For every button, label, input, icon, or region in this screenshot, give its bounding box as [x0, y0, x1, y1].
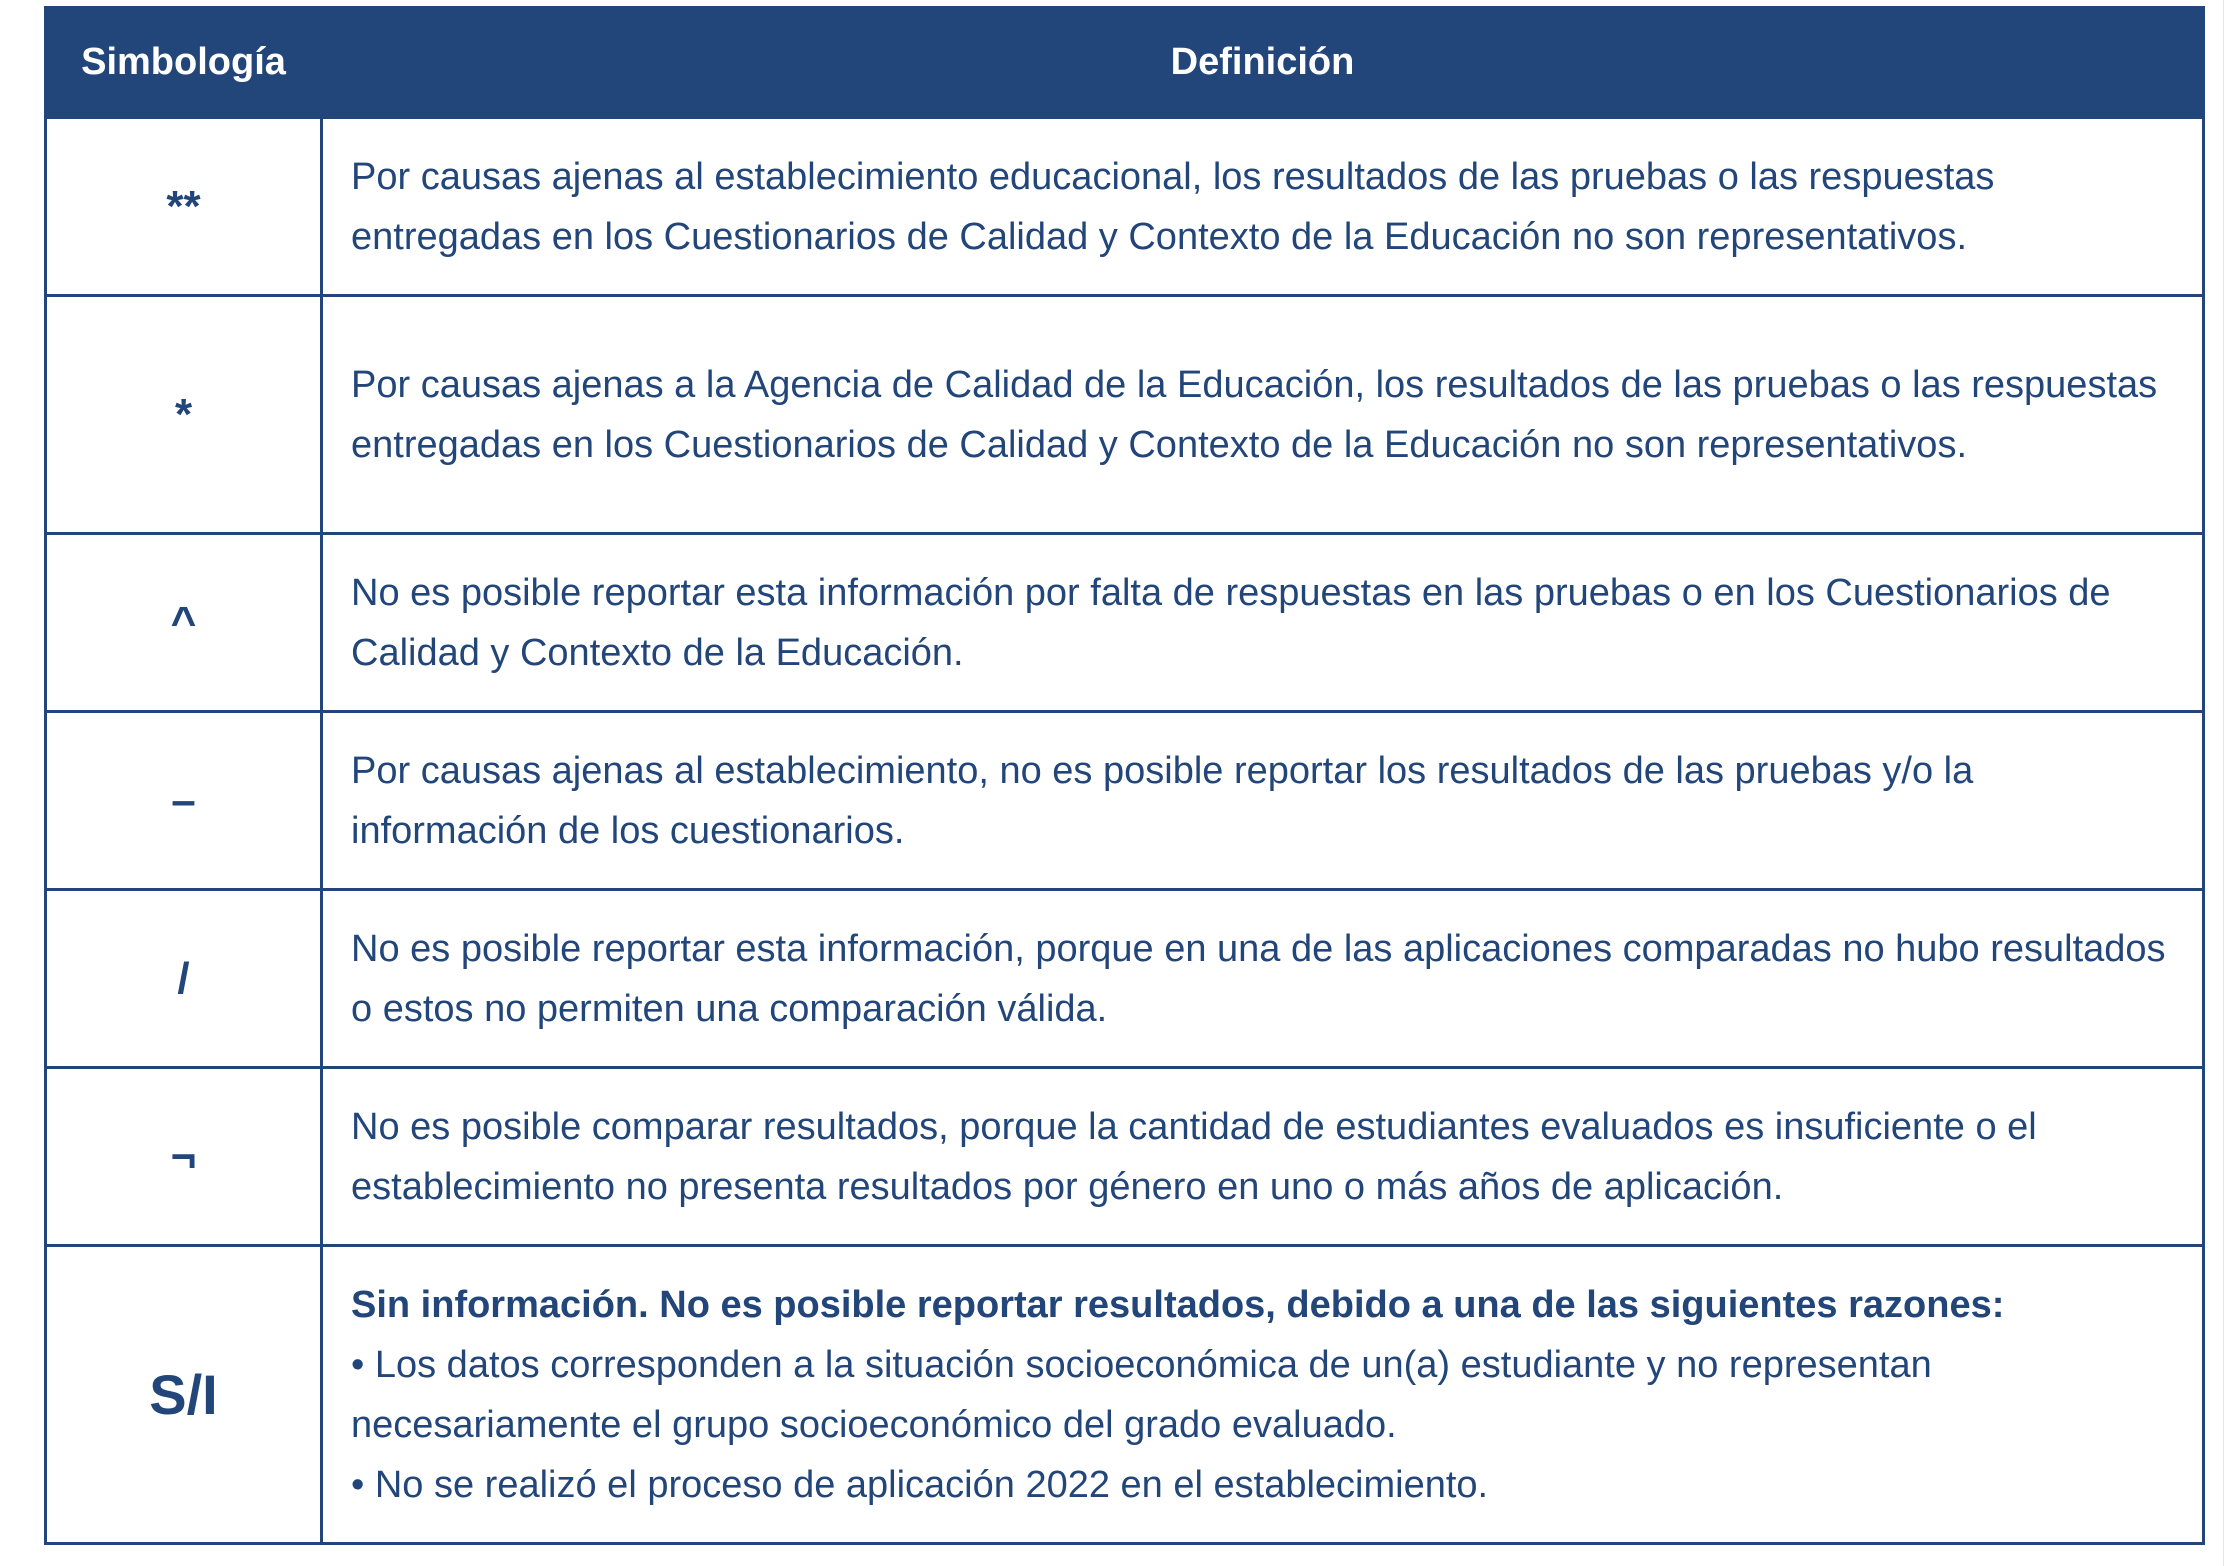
table-row: [46, 534, 2204, 712]
symbology-table: [44, 6, 2205, 1545]
symbol-cell: ¬: [46, 1068, 322, 1246]
definition-cell: No es posible reportar esta información, porque en una de las aplicaciones comparadas no hubo resultados o estos no permiten una comparación válida.: [322, 890, 2204, 1068]
definition-cell: No es posible reportar esta información por falta de respuestas en las pruebas o en los Cuestionarios de Calidad y Contexto de la Educación.: [322, 534, 2204, 712]
definition-cell: No es posible comparar resultados, porque la cantidad de estudiantes evaluados es insuficiente o el establecimiento no presenta resultados por género en uno o más años de aplicación.: [322, 1068, 2204, 1246]
definition-cell: Por causas ajenas al establecimiento educacional, los resultados de las pruebas o las respuestas entregadas en los Cuestionarios de Calidad y Contexto de la Educación no son representativos.: [322, 118, 2204, 296]
symbol-cell: –: [46, 712, 322, 890]
table-header-row: [46, 8, 2204, 118]
bullet-item: • Los datos corresponden a la situación socioeconómica de un(a) estudiante y no representan necesariamente el grupo socioeconómico del grado evaluado.: [351, 1343, 1932, 1446]
table-row: [46, 118, 2204, 296]
symbol-cell: ^: [46, 534, 322, 712]
definition-cell: Por causas ajenas al establecimiento, no es posible reportar los resultados de las pruebas y/o la información de los cuestionarios.: [322, 712, 2204, 890]
definition-title: Sin información. No es posible reportar resultados, debido a una de las siguientes razones:: [351, 1283, 2005, 1326]
table-row: [46, 1246, 2204, 1544]
symbol-cell: S/I: [46, 1246, 322, 1544]
symbol-cell: **: [46, 118, 322, 296]
symbol-cell: /: [46, 890, 322, 1068]
table-row: [46, 296, 2204, 534]
table-row: [46, 712, 2204, 890]
symbol-cell: *: [46, 296, 322, 534]
header-definition: Definición: [322, 8, 2204, 118]
definition-cell: [322, 1246, 2204, 1544]
bullet-item: • No se realizó el proceso de aplicación 2022 en el establecimiento.: [351, 1463, 1489, 1506]
definition-cell: Por causas ajenas a la Agencia de Calidad de la Educación, los resultados de las pruebas o las respuestas entregadas en los Cuestionarios de Calidad y Contexto de la Educación no son representativos.: [322, 296, 2204, 534]
table-row: [46, 1068, 2204, 1246]
header-symbology: Simbología: [46, 8, 322, 118]
table-row: [46, 890, 2204, 1068]
